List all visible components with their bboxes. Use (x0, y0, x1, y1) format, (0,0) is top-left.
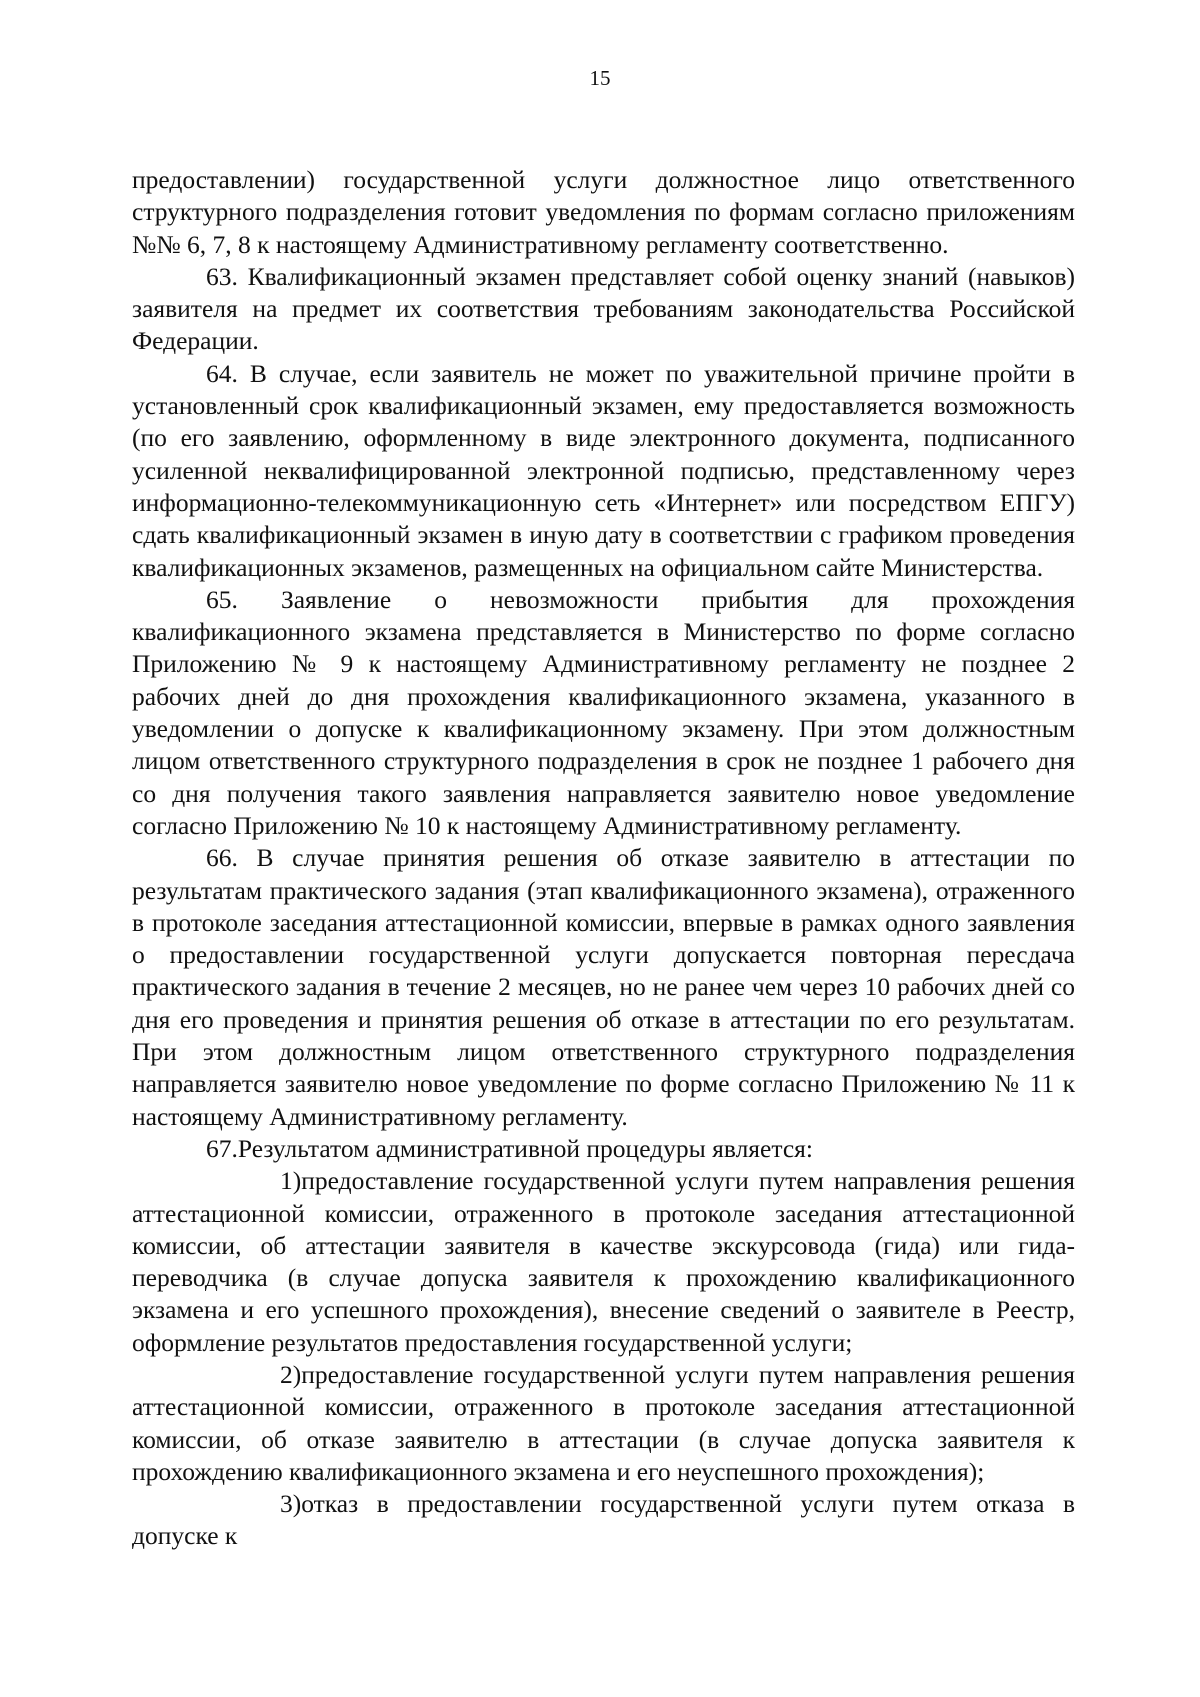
paragraph-number: 65. (206, 584, 238, 614)
list-item-2 (132, 1359, 1075, 1488)
list-item-number: 3) (280, 1489, 302, 1519)
paragraph-continuation (132, 164, 1075, 261)
list-item-number: 1) (280, 1166, 302, 1196)
paragraph-number: 66. (206, 843, 238, 873)
paragraph-63 (132, 261, 1075, 358)
paragraph-text: Квалификационный экзамен представляет собой оценку знаний (навыков) заявителя на предмет их соответствия требованиям законодательства Российской Федерации. (132, 261, 1075, 356)
page-number: 15 (589, 66, 611, 90)
list-item-text: предоставление государственной услуги путем направления решения аттестационной комиссии, отраженного в протоколе заседания аттестационной комиссии, об аттестации заявителя в качестве экскурсовода (гида) или гида-переводчика (в случае допуска заявителя к прохождению квалификационного экзамена и его успешного прохождения), внесение сведений о заявителе в Реестр, оформление результатов предоставления государственной услуги; (132, 1166, 1075, 1357)
list-item-text: отказ в предоставлении государственной услуги путем отказа в допуске к (132, 1489, 1075, 1551)
document-body (132, 164, 1075, 1553)
paragraph-number: 63. (206, 261, 238, 291)
paragraph-text: В случае принятия решения об отказе заявителю в аттестации по результатам практического задания (этап квалификационного экзамена), отраженного в протоколе заседания аттестационной комиссии, впервые в рамках одного заявления о предоставлении государственной услуги допускается повторная пересдача практического задания в течение 2 месяцев, но не ранее чем через 10 рабочих дней со дня его проведения и принятия решения об отказе в аттестации по его результатам. При этом должностным лицом ответственного структурного подразделения направляется заявителю новое уведомление по форме согласно Приложению № 11 к настоящему Административному регламенту. (132, 843, 1076, 1131)
list-item-3 (132, 1488, 1075, 1553)
paragraph-text: В случае, если заявитель не может по уважительной причине пройти в установленный срок квалификационный экзамен, ему предоставляется возможность (по его заявлению, оформленному в виде электронного документа, подписанного усиленной неквалифицированной электронной подписью, представленному через информационно-телекоммуникационную сеть «Интернет» или посредством ЕПГУ) сдать квалификационный экзамен в иную дату в соответствии с графиком проведения квалификационных экзаменов, размещенных на официальном сайте Министерства. (132, 358, 1076, 582)
list-item-number: 2) (280, 1359, 302, 1389)
paragraph-66 (132, 842, 1075, 1133)
paragraph-67 (132, 1133, 1075, 1165)
paragraph-number: 64. (206, 358, 238, 388)
list-item-1 (132, 1165, 1075, 1359)
list-item-text: предоставление государственной услуги путем направления решения аттестационной комиссии, отраженного в протоколе заседания аттестационной комиссии, об отказе заявителю в аттестации (в случае допуска заявителя к прохождению квалификационного экзамена и его неуспешного прохождения); (132, 1359, 1075, 1486)
paragraph-text: предоставлении) государственной услуги должностное лицо ответственного структурного подразделения готовит уведомления по формам согласно приложениям №№ 6, 7, 8 к настоящему Административному регламенту соответственно. (132, 165, 1075, 259)
paragraph-65 (132, 584, 1075, 842)
paragraph-text: Заявление о невозможности прибытия для прохождения квалификационного экзамена представляется в Министерство по форме согласно Приложению № 9 к настоящему Административному регламенту не позднее 2 рабочих дней до дня прохождения квалификационного экзамена, указанного в уведомлении о допуске к квалификационному экзамену. При этом должностным лицом ответственного структурного подразделения в срок не позднее 1 рабочего дня со дня получения такого заявления направляется заявителю новое уведомление согласно Приложению № 10 к настоящему Административному регламенту. (132, 584, 1075, 840)
paragraph-64 (132, 358, 1075, 584)
paragraph-number: 67. (206, 1133, 238, 1163)
paragraph-text: Результатом административной процедуры является: (237, 1133, 813, 1163)
